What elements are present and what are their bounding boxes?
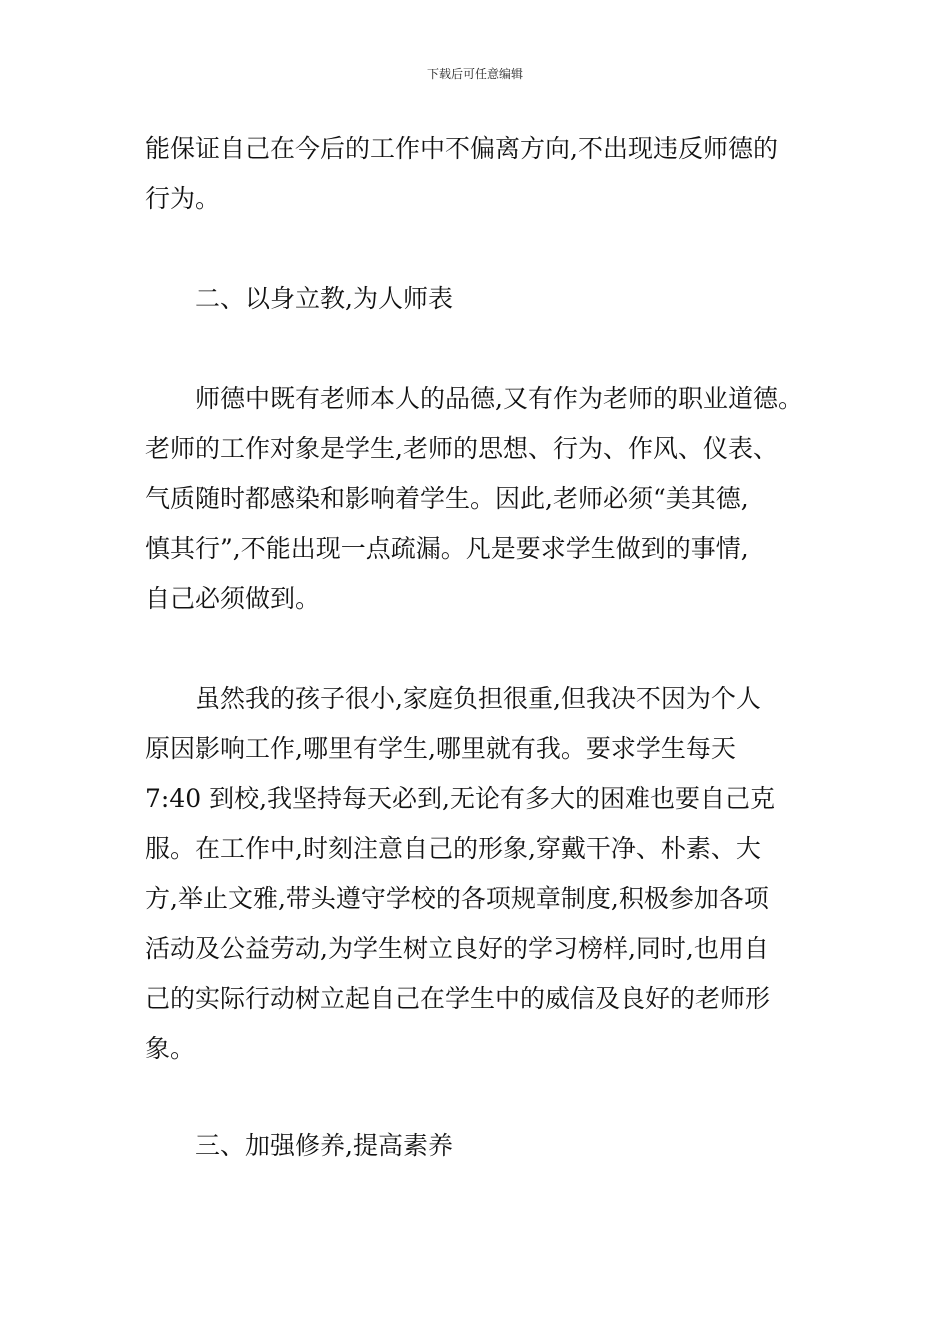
paragraph-2-line-5: 自己必须做到。 xyxy=(145,584,321,613)
paragraph-2-line-4: 慎其行”,不能出现一点疏漏。凡是要求学生做到的事情, xyxy=(145,534,749,563)
paragraph-3-line-2: 原因影响工作,哪里有学生,哪里就有我。要求学生每天 xyxy=(145,734,736,763)
section-heading-2: 二、以身立教,为人师表 xyxy=(195,284,453,313)
paragraph-3-line-3: 7:40 到校,我坚持每天必到,无论有多大的困难也要自己克 xyxy=(145,784,775,813)
paragraph-2-line-1: 师德中既有老师本人的品德,又有作为老师的职业道德。 xyxy=(195,384,803,413)
paragraph-2-line-3: 气质随时都感染和影响着学生。因此,老师必须“美其德, xyxy=(145,484,749,513)
paragraph-3-line-4: 服。在工作中,时刻注意自己的形象,穿戴干净、朴素、大 xyxy=(145,834,761,863)
paragraph-3-line-8: 象。 xyxy=(145,1034,196,1063)
paragraph-1-line-2: 行为。 xyxy=(145,184,221,213)
paragraph-3-line-7: 己的实际行动树立起自己在学生中的威信及良好的老师形 xyxy=(145,984,771,1013)
paragraph-3-line-5: 方,举止文雅,带头遵守学校的各项规章制度,积极参加各项 xyxy=(145,884,769,913)
paragraph-2-line-2: 老师的工作对象是学生,老师的思想、行为、作风、仪表、 xyxy=(145,434,778,463)
page-header: 下载后可任意编辑 xyxy=(426,67,523,81)
paragraph-3-line-1: 虽然我的孩子很小,家庭负担很重,但我决不因为个人 xyxy=(195,684,761,713)
paragraph-3-line-6: 活动及公益劳动,为学生树立良好的学习榜样,同时,也用自 xyxy=(145,934,769,963)
paragraph-1-line-1: 能保证自己在今后的工作中不偏离方向,不出现违反师德的 xyxy=(145,134,778,163)
section-heading-3: 三、加强修养,提高素养 xyxy=(195,1131,453,1160)
